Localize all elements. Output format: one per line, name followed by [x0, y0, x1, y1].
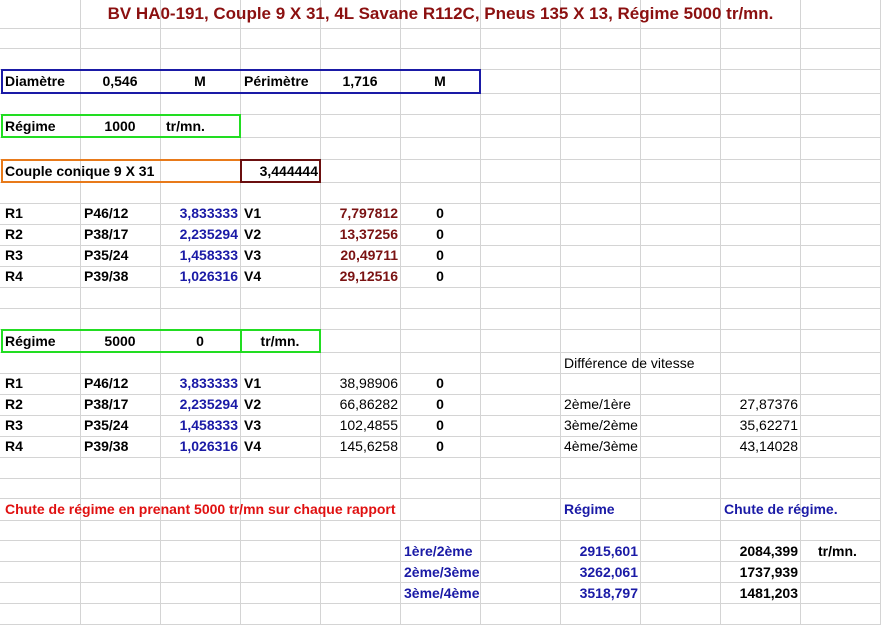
perimeter-label: Périmètre [244, 73, 309, 89]
speed-diff-value: 35,62271 [739, 417, 798, 433]
speed-label: V4 [244, 268, 262, 284]
speed-diff-label: 3ème/2ème [564, 417, 638, 433]
zero-value: 0 [436, 226, 444, 242]
regime-column-header: Régime [564, 501, 615, 517]
regime-drop-value: 2084,399 [739, 543, 798, 559]
gear-pinion: P38/17 [84, 226, 129, 242]
speed-value: 29,12516 [339, 268, 398, 284]
regime-label: Régime [5, 333, 56, 349]
perimeter-value: 1,716 [342, 73, 378, 89]
regime-value: 2915,601 [579, 543, 638, 559]
gear-ratio: 1,458333 [179, 247, 238, 263]
speed-value: 13,37256 [339, 226, 398, 242]
zero-value: 0 [436, 417, 444, 433]
zero-value: 0 [436, 205, 444, 221]
grid-row-line [0, 28, 881, 29]
gear-pinion: P46/12 [84, 375, 129, 391]
gear-label: R2 [5, 396, 23, 412]
zero-value: 0 [436, 268, 444, 284]
diameter-value: 0,546 [102, 73, 138, 89]
gear-pinion: P39/38 [84, 268, 129, 284]
gear-label: R4 [5, 438, 23, 454]
speed-diff-value: 43,14028 [739, 438, 798, 454]
gear-change-label: 1ère/2ème [404, 543, 473, 559]
regime-value: 1000 [104, 118, 136, 134]
grid-row-line [0, 478, 881, 479]
zero-value: 0 [436, 438, 444, 454]
regime-zero: 0 [196, 333, 204, 349]
gear-ratio: 1,026316 [179, 438, 238, 454]
gear-label: R3 [5, 247, 23, 263]
gear-label: R2 [5, 226, 23, 242]
speed-diff-label: 2ème/1ère [564, 396, 631, 412]
speed-diff-header: Différence de vitesse [564, 355, 695, 371]
speed-value: 145,6258 [339, 438, 398, 454]
speed-label: V1 [244, 205, 262, 221]
gear-label: R4 [5, 268, 23, 284]
gear-pinion: P39/38 [84, 438, 129, 454]
regime-drop-value: 1481,203 [739, 585, 798, 601]
zero-value: 0 [436, 247, 444, 263]
gear-change-label: 3ème/4ème [404, 585, 480, 601]
speed-diff-value: 27,87376 [739, 396, 798, 412]
speed-label: V1 [244, 375, 262, 391]
speed-label: V4 [244, 438, 262, 454]
speed-label: V2 [244, 396, 262, 412]
regime-drop-column-header: Chute de régime. [724, 501, 838, 517]
couple-label: Couple conique 9 X 31 [5, 163, 155, 179]
gear-pinion: P38/17 [84, 396, 129, 412]
grid-row-line [0, 48, 881, 49]
gear-ratio: 1,026316 [179, 268, 238, 284]
regime-value: 3262,061 [579, 564, 638, 580]
gear-label: R3 [5, 417, 23, 433]
zero-value: 0 [436, 396, 444, 412]
zero-value: 0 [436, 375, 444, 391]
gear-label: R1 [5, 205, 23, 221]
speed-value: 66,86282 [339, 396, 398, 412]
gear-ratio: 3,833333 [179, 205, 238, 221]
speed-label: V2 [244, 226, 262, 242]
gear-ratio: 1,458333 [179, 417, 238, 433]
gear-ratio: 3,833333 [179, 375, 238, 391]
regime-unit: tr/mn. [166, 118, 205, 134]
regime-drop-caption: Chute de régime en prenant 5000 tr/mn sur chaque rapport [5, 501, 396, 517]
gear-change-label: 2ème/3ème [404, 564, 480, 580]
gear-ratio: 2,235294 [179, 396, 238, 412]
regime-drop-value: 1737,939 [739, 564, 798, 580]
regime-unit: tr/mn. [260, 333, 300, 349]
speed-value: 38,98906 [339, 375, 398, 391]
regime-drop-unit: tr/mn. [818, 543, 857, 559]
perimeter-unit: M [434, 73, 446, 89]
gear-pinion: P46/12 [84, 205, 129, 221]
regime-value: 5000 [104, 333, 136, 349]
diameter-label: Diamètre [5, 73, 65, 89]
regime-value: 3518,797 [579, 585, 638, 601]
gear-pinion: P35/24 [84, 247, 129, 263]
grid-row-line [0, 520, 881, 521]
sheet-title: BV HA0-191, Couple 9 X 31, 4L Savane R112C, Pneus 135 X 13, Régime 5000 tr/mn. [107, 4, 774, 23]
grid-row-line [0, 287, 881, 288]
grid-row-line [0, 308, 881, 309]
speed-value: 7,797812 [339, 205, 398, 221]
gear-pinion: P35/24 [84, 417, 129, 433]
diameter-unit: M [194, 73, 206, 89]
gear-ratio: 2,235294 [179, 226, 238, 242]
speed-value: 20,49711 [340, 247, 398, 263]
couple-value: 3,444444 [259, 163, 318, 179]
gear-label: R1 [5, 375, 23, 391]
regime-label: Régime [5, 118, 56, 134]
speed-value: 102,4855 [339, 417, 398, 433]
speed-diff-label: 4ème/3ème [564, 438, 638, 454]
grid-row-line [0, 457, 881, 458]
speed-label: V3 [244, 417, 262, 433]
speed-label: V3 [244, 247, 262, 263]
